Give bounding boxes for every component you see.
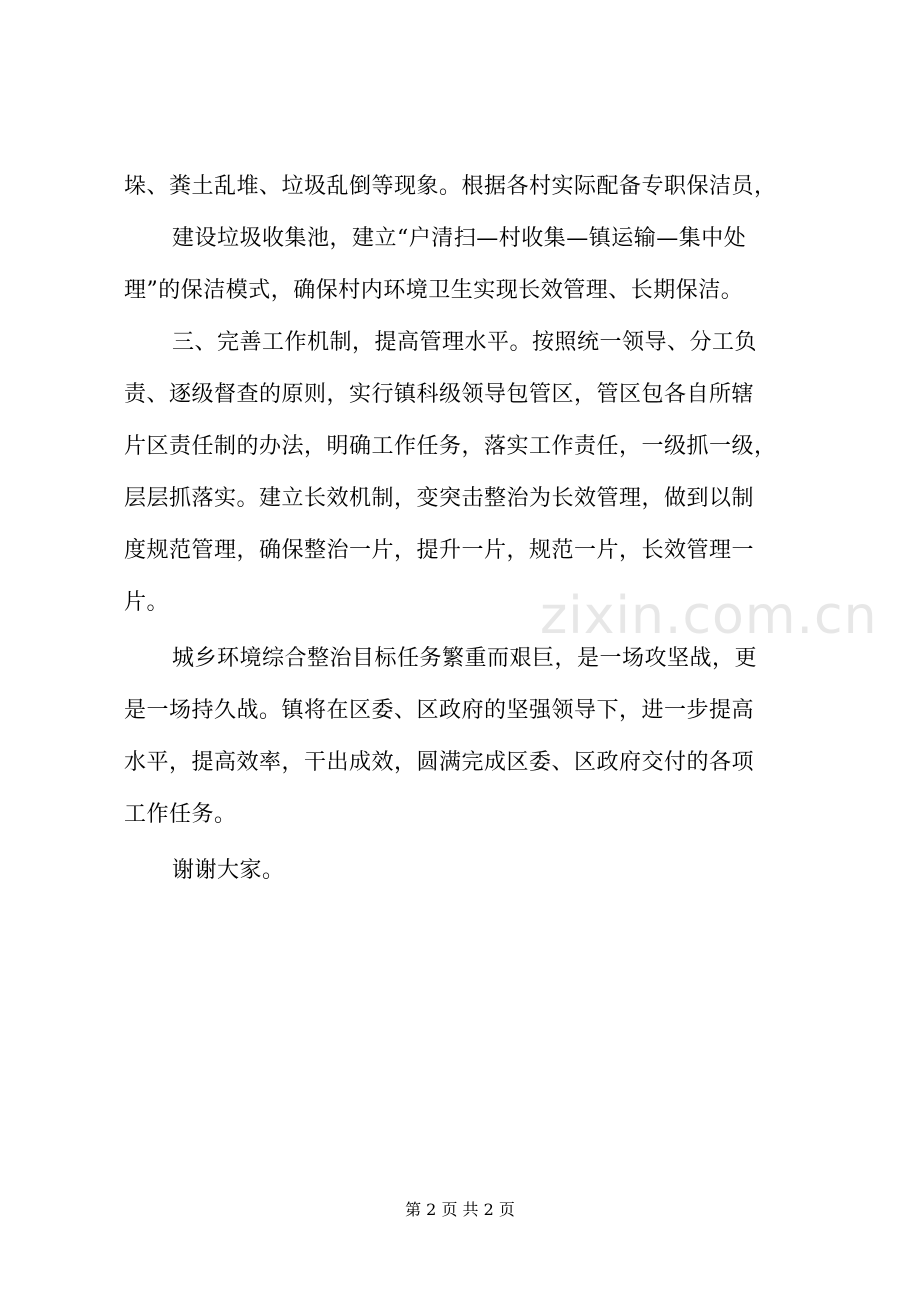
text-line: 建设垃圾收集池，建立“户清扫—村收集—镇运输—集中处 xyxy=(172,226,747,251)
text-line: 三、完善工作机制，提高管理水平。按照统一领导、分工负 xyxy=(172,330,758,355)
text-line: 责、逐级督查的原则，实行镇科级领导包管区，管区包各自所辖 xyxy=(124,382,755,407)
text-line: 水平，提高效率，干出成效，圆满完成区委、区政府交付的各项 xyxy=(124,750,755,775)
text-line: 度规范管理，确保整治一片，提升一片，规范一片，长效管理一 xyxy=(124,538,755,563)
watermark: zixin.com.cn xyxy=(540,586,878,646)
text-line: 垛、粪土乱堆、垃圾乱倒等现象。根据各村实际配备专职保洁员， xyxy=(124,174,777,199)
text-line: 片区责任制的办法，明确工作任务，落实工作责任，一级抓一级， xyxy=(124,434,777,459)
page-footer: 第 2 页 共 2 页 xyxy=(405,1200,515,1219)
text-line: 工作任务。 xyxy=(124,802,237,827)
text-line: 谢谢大家。 xyxy=(172,858,285,883)
text-line: 片。 xyxy=(124,590,170,615)
text-line: 是一场持久战。镇将在区委、区政府的坚强领导下，进一步提高 xyxy=(124,698,755,723)
text-line: 城乡环境综合整治目标任务繁重而艰巨，是一场攻坚战，更 xyxy=(172,646,758,671)
text-line: 层层抓落实。建立长效机制，变突击整治为长效管理，做到以制 xyxy=(124,486,755,511)
text-line: 理”的保洁模式，确保村内环境卫生实现长效管理、长期保洁。 xyxy=(124,278,744,303)
